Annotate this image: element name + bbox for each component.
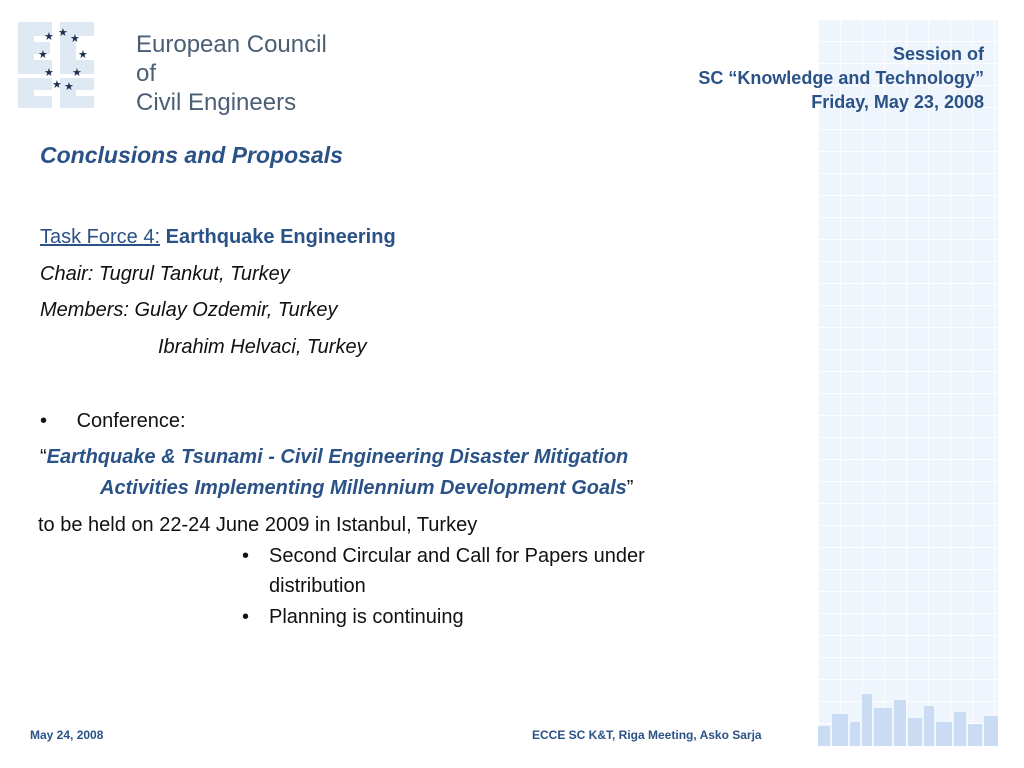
svg-text:★: ★ <box>70 32 80 45</box>
organization-name <box>136 30 327 117</box>
bullet-marker: • <box>40 410 48 432</box>
svg-text:★: ★ <box>78 48 88 61</box>
sub-bullet-2-text: Planning is continuing <box>269 606 464 628</box>
task-force-line <box>40 226 396 249</box>
decorative-sidebar <box>818 20 998 746</box>
footer-credit: ECCE SC K&T, Riga Meeting, Asko Sarja <box>532 728 762 742</box>
open-quote: “ <box>40 446 47 468</box>
sub-bullet-1-text-1: Second Circular and Call for Papers under <box>269 545 645 567</box>
org-name-line-1: European Council <box>136 31 327 58</box>
svg-text:★: ★ <box>38 48 48 61</box>
task-force-title: Earthquake Engineering <box>165 226 396 248</box>
ecce-logo-icon <box>14 14 118 112</box>
svg-text:★: ★ <box>44 30 54 43</box>
members-line-2: Ibrahim Helvaci, Turkey <box>158 336 367 358</box>
sub-bullet-1-marker: • <box>242 545 250 567</box>
svg-text:★: ★ <box>44 66 54 79</box>
session-info <box>484 42 984 114</box>
session-line-1: Session of <box>892 44 984 64</box>
close-quote: ” <box>626 477 634 499</box>
chair-line: Chair: Tugrul Tankut, Turkey <box>40 263 290 285</box>
conference-title-text-2: Activities Implementing Millennium Development Goals <box>100 477 627 499</box>
city-skyline-graphic <box>818 656 998 746</box>
slide-title: Conclusions and Proposals <box>40 142 343 168</box>
svg-text:★: ★ <box>58 26 68 39</box>
sub-bullet-1-text-2: distribution <box>269 575 366 597</box>
svg-text:★: ★ <box>64 80 74 93</box>
sub-bullet-2 <box>242 606 464 629</box>
venue-line: to be held on 22-24 June 2009 in Istanbul, Turkey <box>38 514 478 536</box>
footer-date: May 24, 2008 <box>30 728 104 742</box>
task-force-label: Task Force 4: <box>40 226 161 248</box>
session-date: Friday, May 23, 2008 <box>811 92 984 112</box>
members-line-1: Members: Gulay Ozdemir, Turkey <box>40 299 338 321</box>
svg-text:★: ★ <box>72 66 82 79</box>
svg-text:★: ★ <box>52 78 62 91</box>
session-line-2: SC “Knowledge and Technology” <box>698 68 984 88</box>
ecce-logo <box>14 14 334 116</box>
conference-title-text-1: Earthquake & Tsunami - Civil Engineering Disaster Mitigation <box>46 446 629 468</box>
org-name-line-3: Civil Engineers <box>136 89 297 116</box>
org-name-line-2: of <box>136 60 157 87</box>
conference-title-line-1 <box>40 446 628 469</box>
conference-bullet <box>40 410 186 433</box>
conference-title-line-2 <box>100 477 633 500</box>
sub-bullet-1 <box>242 545 645 568</box>
sub-bullet-2-marker: • <box>242 606 250 628</box>
conference-label: Conference: <box>76 410 186 432</box>
